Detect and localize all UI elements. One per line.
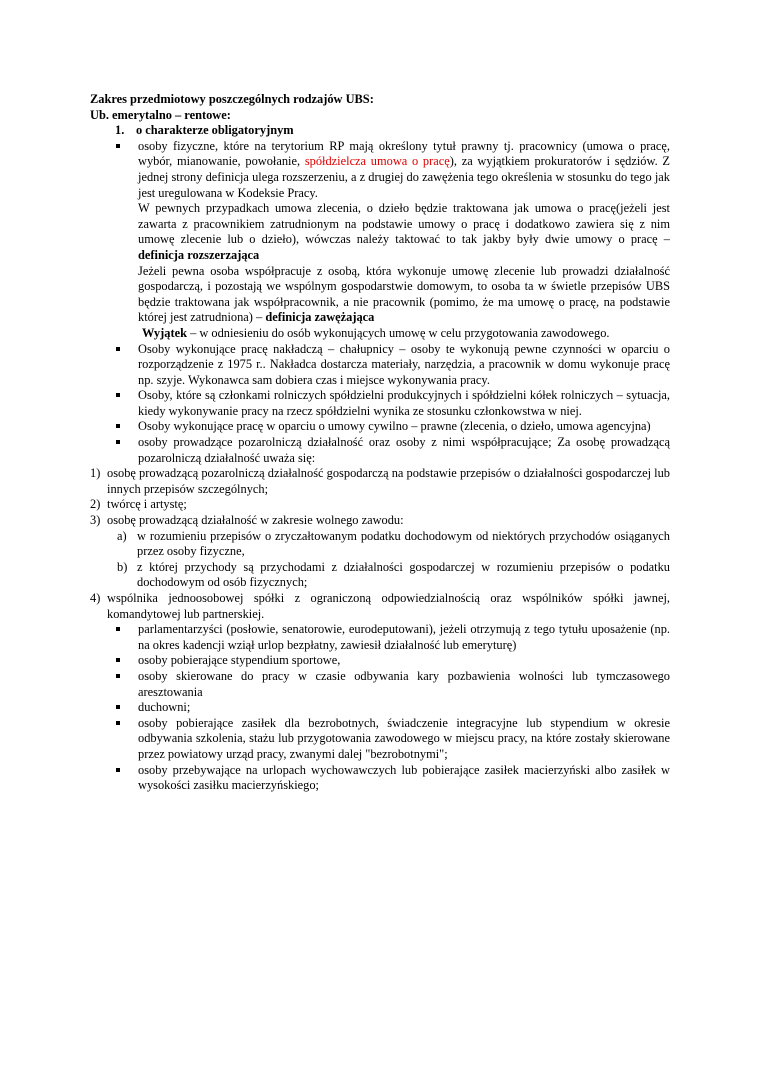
bullet-icon: [116, 658, 120, 662]
paragraph-wspolpraca: Jeżeli pewna osoba współpracuje z osobą, która wykonuje umowę zlecenie lub prowadzi działalność gospodarczą, i pozostają we wspólnym gospodarstwie domowym, to osoba ta w świetle przepisów UBS będzie traktowana jak współpracownik, a nie pracownik (pomimo, że ma umowę o pracę, na podstawie której jest zatrudniona) – definicja zawężająca: [138, 263, 670, 325]
numbered-item-3: 3) osobę prowadzącą działalność w zakresie wolnego zawodu:: [90, 513, 404, 528]
list-item: Osoby, które są członkami rolniczych spółdzielni produkcyjnych i spółdzielni kółek rolniczych – sytuacja, kiedy wykonywanie pracy na rzecz spółdzielni wynika ze stosunku członkowstwa w niej.: [90, 388, 670, 419]
section-1-number: 1.: [115, 123, 125, 138]
paragraph-zlecenie: W pewnych przypadkach umowa zlecenia, o dzieło będzie traktowana jak umowa o pracę(jeżeli jest zawarta z pracownikiem zatrudnionym na podstawie umowy o pracę i dodatkowo zawiera się z nim umowę zlecenie lub o dzieło), wówczas należy taktować to tak jakby były dwie umowy o pracę – definicja rozszerzająca: [138, 201, 670, 262]
bullet-icon: [116, 627, 120, 631]
sub-item-b: b) z której przychody są przychodami z działalności gospodarczej w rozumieniu przepisów o podatku dochodowym od osób fizycznych;: [117, 559, 670, 590]
bullet-icon: [116, 424, 120, 428]
sub-item-a: a) w rozumieniu przepisów o zryczałtowanym podatku dochodowym od niektórych przychodów osiąganych przez osoby fizyczne,: [117, 528, 670, 559]
list-item: osoby skierowane do pracy w czasie odbywania kary pozbawienia wolności lub tymczasowego aresztowania: [90, 669, 670, 700]
list-item: osoby pobierające zasiłek dla bezrobotnych, świadczenie integracyjne lub stypendium w okresie odbywania szkolenia, stażu lub przygotowania zawodowego w miejscu pracy, na które zostały skierowane przez powiatowy urząd pracy, zwanymi dalej "bezrobotnymi";: [90, 716, 670, 763]
heading: Zakres przedmiotowy poszczególnych rodzajów UBS:: [90, 92, 374, 106]
bullet-icon: [116, 768, 120, 772]
bullet-icon: [116, 674, 120, 678]
section-1: [90, 123, 670, 139]
definicja-rozszerzajaca: definicja rozszerzająca: [138, 247, 260, 262]
definicja-zawezajaca: definicja zawężająca: [265, 310, 375, 325]
list-item: osoby przebywające na urlopach wychowawczych lub pobierające zasiłek macierzyński albo zasiłek w wysokości zasiłku macierzyńskiego;: [90, 763, 670, 794]
numbered-item-2: 2) twórcę i artystę;: [90, 497, 187, 512]
bullet-icon: [116, 721, 120, 725]
list-item: osoby prowadzące pozarolniczą działalność oraz osoby z nimi współpracujące; Za osobę prowadzącą pozarolniczą działalność uważa się:: [90, 435, 670, 466]
bullet-icon: [116, 393, 120, 397]
bullet-icon: [116, 144, 120, 148]
section-1-title: o charakterze obligatoryjnym: [136, 123, 294, 138]
document-body: [90, 92, 670, 794]
paragraph-wyjatek: Wyjątek – w odniesieniu do osób wykonujących umowę w celu przygotowania zawodowego.: [142, 325, 610, 340]
list-item: parlamentarzyści (posłowie, senatorowie, eurodeputowani), jeżeli otrzymują z tego tytułu uposażenie (np. na okres kadencji wziął urlop bezpłatny, zawiesił działalność lub emeryturę): [90, 622, 670, 653]
list-item: osoby pobierające stypendium sportowe,: [90, 653, 670, 669]
numbered-item-1: 1) osobę prowadzącą pozarolniczą działalność gospodarczą na podstawie przepisów o działalności gospodarczej lub innych przepisów szczególnych;: [90, 466, 670, 496]
numbered-item-4: 4) wspólnika jednoosobowej spółki z ograniczoną odpowiedzialnością oraz wspólników spółki jawnej, komandytowej lub partnerskiej.: [90, 591, 670, 621]
subheading: Ub. emerytalno – rentowe:: [90, 107, 231, 122]
highlighted-text: spółdzielcza umowa o pracę: [304, 154, 450, 169]
bullet-icon: [116, 347, 120, 351]
bullet-icon: [116, 440, 120, 444]
list-item: Osoby wykonujące pracę w oparciu o umowy cywilno – prawne (zlecenia, o dzieło, umowa agencyjna): [90, 419, 670, 435]
list-item: osoby fizyczne, które na terytorium RP mają określony tytuł prawny tj. pracownicy (umowa o pracę, wybór, mianowanie, powołanie, spółdzielcza umowa o pracę), za wyjątkiem prokuratorów i sędziów. Z jednej strony definicja ulega rozszerzeniu, a z drugiej do zawężenia tego określenia w stosunku do tego jak jest uregulowana w Kodeksie Pracy.: [90, 139, 670, 201]
bullet-icon: [116, 705, 120, 709]
list-item: duchowni;: [90, 700, 670, 716]
list-item: Osoby wykonujące pracę nakładczą – chałupnicy – osoby te wykonują pewne czynności w oparciu o rozporządzenie z 1975 r.. Nakładca dostarcza materiały, narzędzia, a pracownik w domu wykonuje pracę np. szyje. Wykonawca sam dobiera czas i miejsce wykonywania pracy.: [90, 342, 670, 389]
